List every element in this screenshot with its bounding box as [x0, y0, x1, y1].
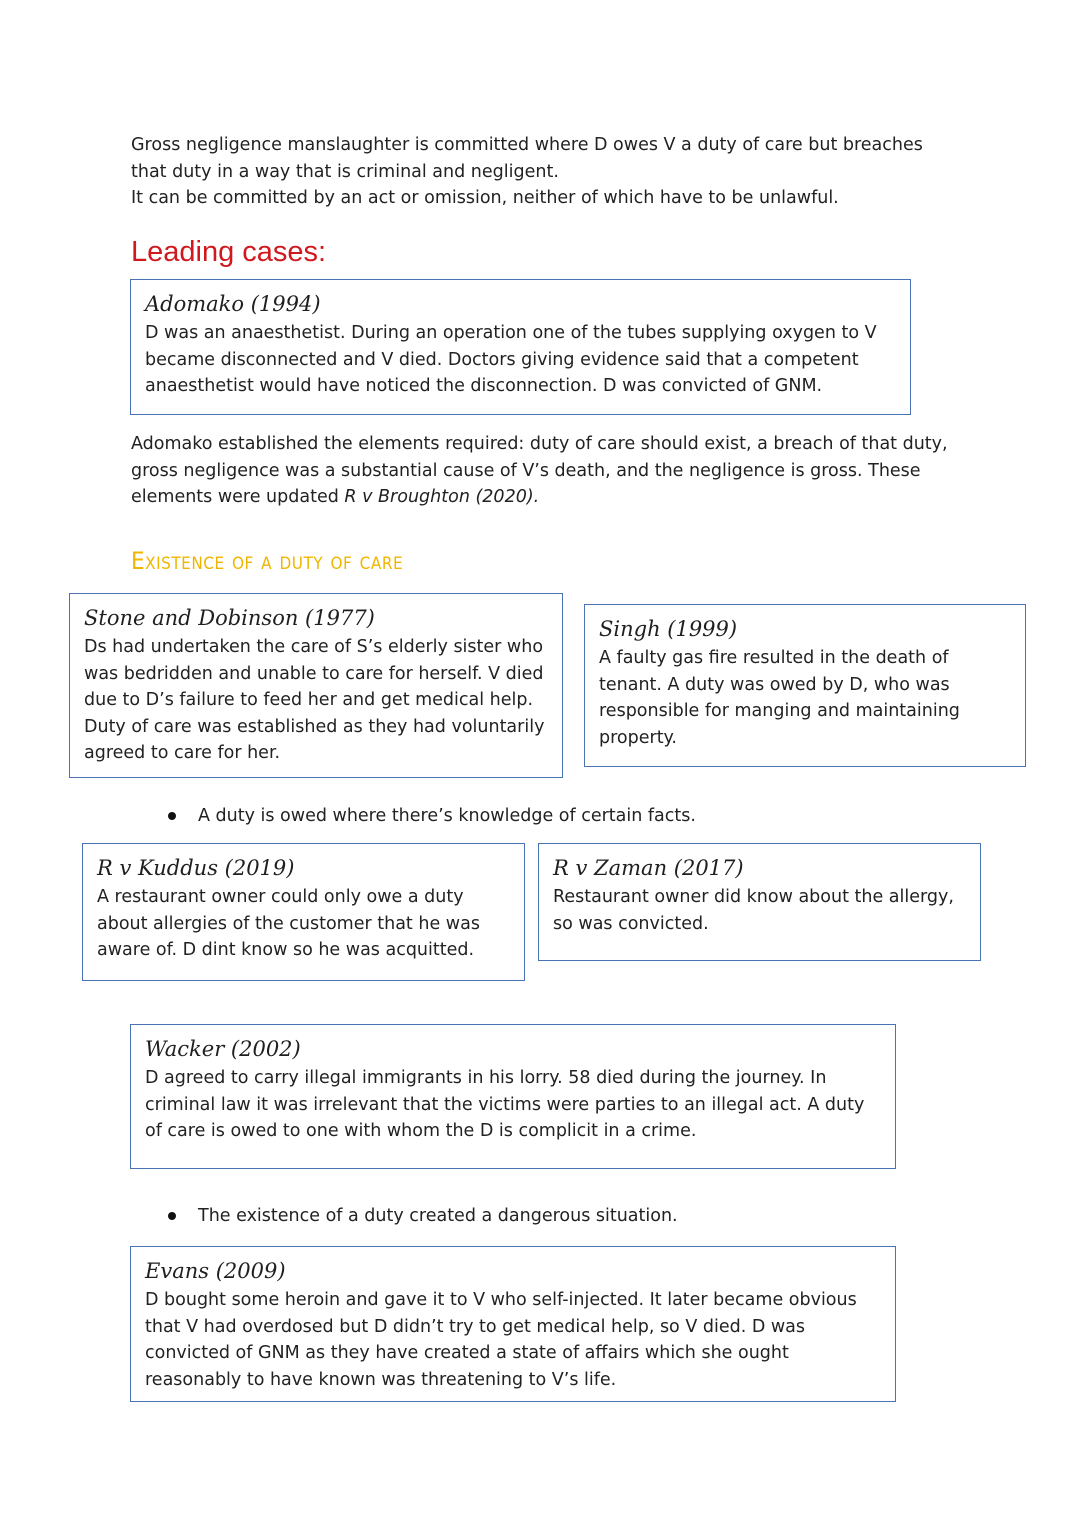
elements-text: Adomako established the elements required: duty of care should exist, a breach of that duty, gross negligence was a substantial cause of V’s death, and the negligence is gross. These elements were updated [131, 434, 948, 507]
case-text: A faulty gas fire resulted in the death of tenant. A duty was owed by D, who was responsible for manging and maintaining property. [599, 648, 960, 748]
bullet-knowledge-of-facts [168, 806, 696, 826]
case-title: Adomako (1994) [145, 292, 321, 316]
bullet-dot [168, 812, 176, 820]
broughton-case-ref: R v Broughton (2020). [344, 487, 540, 507]
case-title: Stone and Dobinson (1977) [84, 606, 375, 630]
intro-paragraph [131, 132, 991, 212]
case-box-wacker [130, 1024, 896, 1169]
case-title: R v Kuddus (2019) [97, 856, 295, 880]
case-text: D was an anaesthetist. During an operation one of the tubes supplying oxygen to V became disconnected and V died. Doctors giving evidence said that a competent anaesthetist would have noticed the disconnection. D was convicted of GNM. [145, 323, 877, 396]
case-box-singh [584, 604, 1026, 767]
case-text: Ds had undertaken the care of S’s elderly sister who was bedridden and unable to care for herself. V died due to D’s failure to feed her and get medical help. Duty of care was established as they had voluntarily agreed to care for her. [84, 637, 545, 763]
intro-line-2: that duty in a way that is criminal and negligent. [131, 161, 559, 182]
intro-line-1: Gross negligence manslaughter is committed where D owes V a duty of care but breaches [131, 135, 923, 155]
case-title: Singh (1999) [599, 617, 738, 641]
bullet-dot [168, 1212, 176, 1220]
case-box-adomako [130, 279, 911, 415]
leading-cases-heading: Leading cases: [131, 236, 327, 268]
case-text: D agreed to carry illegal immigrants in his lorry. 58 died during the journey. In criminal law it was irrelevant that the victims were parties to an illegal act. A duty of care is owed to one with whom the D is complicit in a crime. [145, 1068, 865, 1141]
bullet-dangerous-situation [168, 1206, 678, 1226]
intro-line-3: It can be committed by an act or omission, neither of which have to be unlawful. [131, 188, 839, 208]
case-title: R v Zaman (2017) [553, 856, 744, 880]
case-box-evans [130, 1246, 896, 1402]
case-box-zaman [538, 843, 981, 961]
case-text: Restaurant owner did know about the allergy, so was convicted. [553, 887, 954, 934]
case-title: Evans (2009) [145, 1259, 286, 1283]
case-title: Wacker (2002) [145, 1037, 301, 1061]
case-text: D bought some heroin and gave it to V who self-injected. It later became obvious that V had overdosed but D didn’t try to get medical help, so V died. D was convicted of GNM as they have created a state of affairs which she ought reasonably to have known was threatening to V’s life. [145, 1290, 857, 1390]
elements-paragraph [131, 431, 961, 511]
bullet-text: A duty is owed where there’s knowledge of certain facts. [198, 806, 696, 826]
case-text: A restaurant owner could only owe a duty about allergies of the customer that he was aware of. D dint know so he was acquitted. [97, 887, 480, 960]
bullet-text: The existence of a duty created a dangerous situation. [198, 1206, 678, 1226]
duty-of-care-heading: Existence of a duty of care [131, 547, 404, 575]
case-box-kuddus [82, 843, 525, 981]
case-box-stone-dobinson [69, 593, 563, 778]
